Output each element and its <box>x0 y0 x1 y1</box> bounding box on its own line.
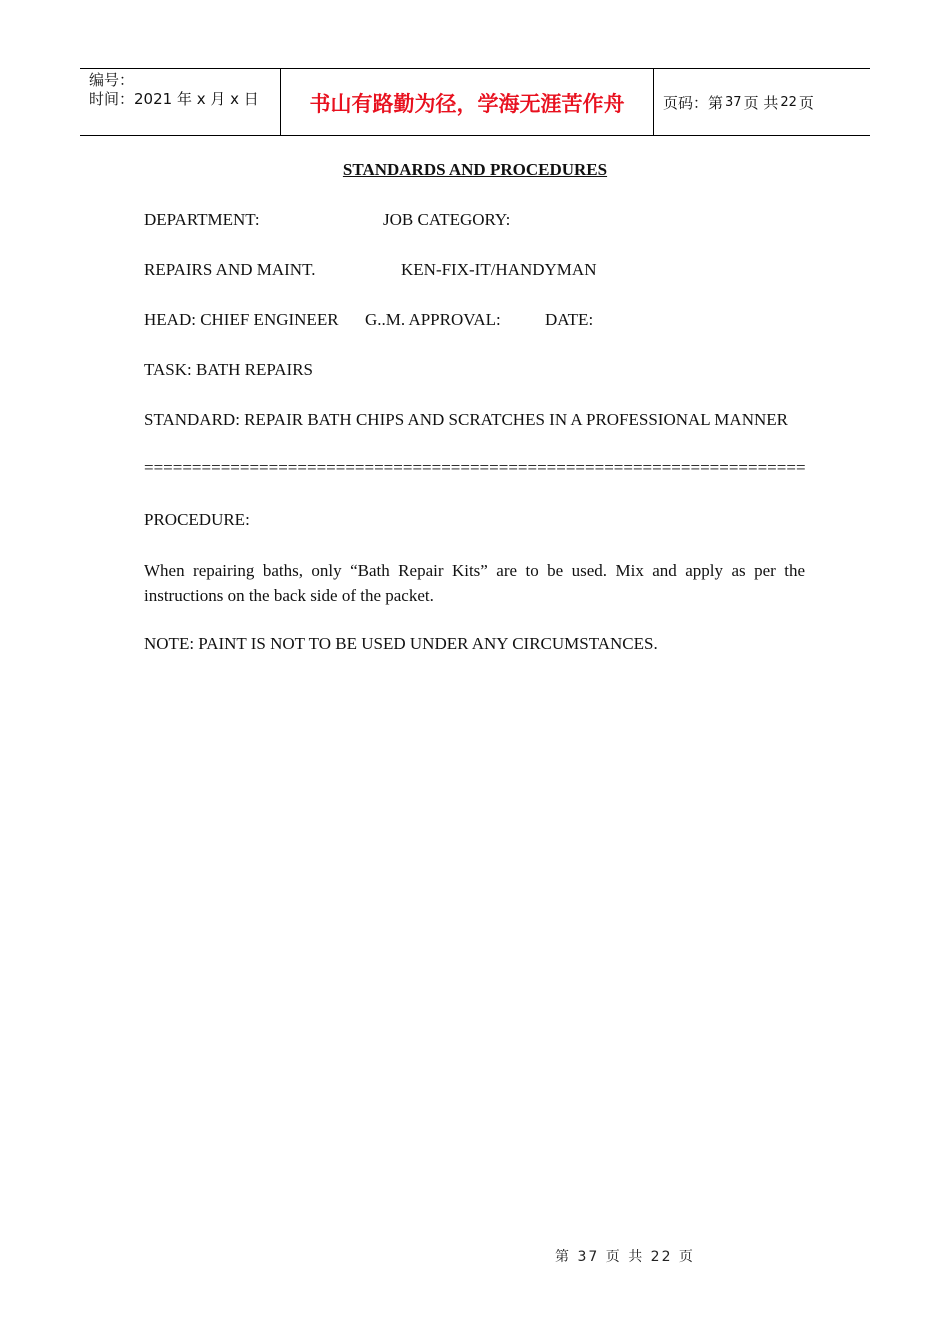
standard-line: STANDARD: REPAIR BATH CHIPS AND SCRATCHES IN A PROFESSIONAL MANNER <box>144 410 788 429</box>
task-line: TASK: BATH REPAIRS <box>144 360 313 379</box>
department-value: REPAIRS AND MAINT. <box>144 260 316 279</box>
document-title: STANDARDS AND PROCEDURES <box>342 160 608 179</box>
header-motto: 书山有路勤为径，学海无涯苦作舟 <box>309 92 625 116</box>
header-meta-cell <box>80 69 281 135</box>
date-label: DATE: <box>545 310 594 329</box>
procedure-label: PROCEDURE: <box>144 510 250 529</box>
document-number-label: 编号： <box>89 71 135 89</box>
document-date-label: 时间：2021 年 x 月 x 日 <box>89 90 259 108</box>
note-line: NOTE: PAINT IS NOT TO BE USED UNDER ANY CIRCUMSTANCES. <box>144 634 658 653</box>
page-current-number: 37 <box>725 94 742 110</box>
gm-approval-label: G..M. APPROVAL: <box>365 310 501 329</box>
header-motto-cell <box>281 69 654 135</box>
job-category-value: KEN-FIX-IT/HANDYMAN <box>401 260 597 279</box>
job-category-label: JOB CATEGORY: <box>383 210 511 229</box>
page-total-number: 22 <box>780 94 797 110</box>
page-header <box>80 68 870 136</box>
page-mid: 页 共 <box>743 93 779 112</box>
page-suffix: 页 <box>798 93 814 112</box>
header-page-cell <box>654 69 870 135</box>
page-prefix: 页码：第 <box>663 93 724 112</box>
head-label: HEAD: CHIEF ENGINEER <box>144 310 339 329</box>
procedure-text: When repairing baths, only “Bath Repair Kits” are to be used. Mix and apply as per the instructions on the back side of the packet. <box>144 561 805 605</box>
department-label: DEPARTMENT: <box>144 210 260 229</box>
page-footer: 第 37 页 共 22 页 <box>555 1249 695 1265</box>
section-divider: ===================================================================== <box>144 458 806 477</box>
